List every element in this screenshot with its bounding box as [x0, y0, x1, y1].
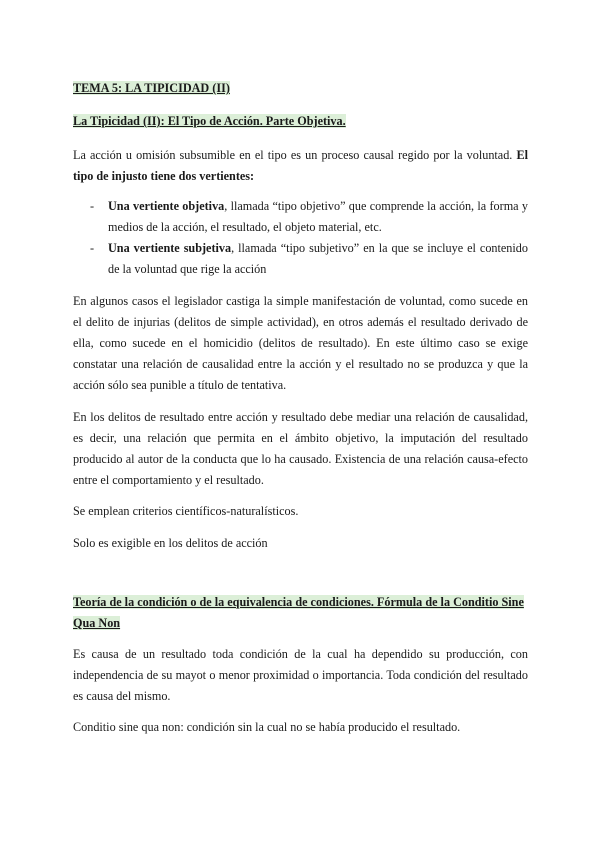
intro-plain-text: La acción u omisión subsumible en el tipo es un proceso causal regido por la voluntad. [73, 148, 517, 162]
section2-heading: Teoría de la condición o de la equivalencia de condiciones. Fórmula de la Conditio Sine Qua Non [73, 595, 524, 630]
paragraph-action-only: Solo es exigible en los delitos de acción [73, 536, 268, 550]
section1-heading: La Tipicidad (II): El Tipo de Acción. Parte Objetiva. [73, 114, 346, 128]
intro-bold-text: El tipo de injusto tiene dos vertientes: [73, 148, 528, 183]
paragraph-causality: En los delitos de resultado entre acción y resultado debe mediar una relación de causalidad, es decir, una relación que permita en el ámbito objetivo, la imputación del resultado producido al autor de la conducta que lo ha causado. Existencia de una relación causa-efecto entre el comportamiento y el resultado. [73, 410, 528, 487]
document-title: TEMA 5: LA TIPICIDAD (II) [73, 81, 230, 95]
bullet-bold-text: Una vertiente subjetiva [108, 241, 232, 255]
list-item [73, 196, 528, 238]
paragraph-criteria: Se emplean criterios científicos-naturalísticos. [73, 504, 299, 518]
document-page [73, 78, 528, 738]
list-item [73, 238, 528, 280]
bullet-marker: - [90, 199, 95, 213]
intro-paragraph [73, 145, 528, 187]
bullet-bold-text: Una vertiente objetiva [108, 199, 225, 213]
bullet-text: , llamada “tipo subjetivo” en la que se incluye el contenido de la voluntad que rige la acción [108, 241, 528, 276]
bullet-marker: - [90, 241, 95, 255]
paragraph-condition-theory: Es causa de un resultado toda condición de la cual ha dependido su producción, con independencia de su mayot o menor proximidad o importancia. Toda condición del resultado es causa del mismo. [73, 647, 528, 703]
bullet-text: , llamada “tipo objetivo” que comprende la acción, la forma y medios de la acción, el resultado, el objeto material, etc. [108, 199, 528, 234]
bullet-list [73, 196, 528, 280]
section1-heading-block [73, 111, 528, 132]
title-block [73, 78, 528, 99]
paragraph-conditio-sine-qua-non: Conditio sine qua non: condición sin la cual no se había producido el resultado. [73, 720, 461, 734]
paragraph-simple-activity: En algunos casos el legislador castiga la simple manifestación de voluntad, como sucede en el delito de injurias (delitos de simple actividad), en otros además el resultado derivado de ella, como sucede en el homicidio (delitos de resultado). En este último caso se exige constatar una relación de causalidad entre la acción y el resultado no se produzca y que la acción sólo sea punible a título de tentativa. [73, 294, 528, 392]
section2-heading-block [73, 592, 528, 634]
